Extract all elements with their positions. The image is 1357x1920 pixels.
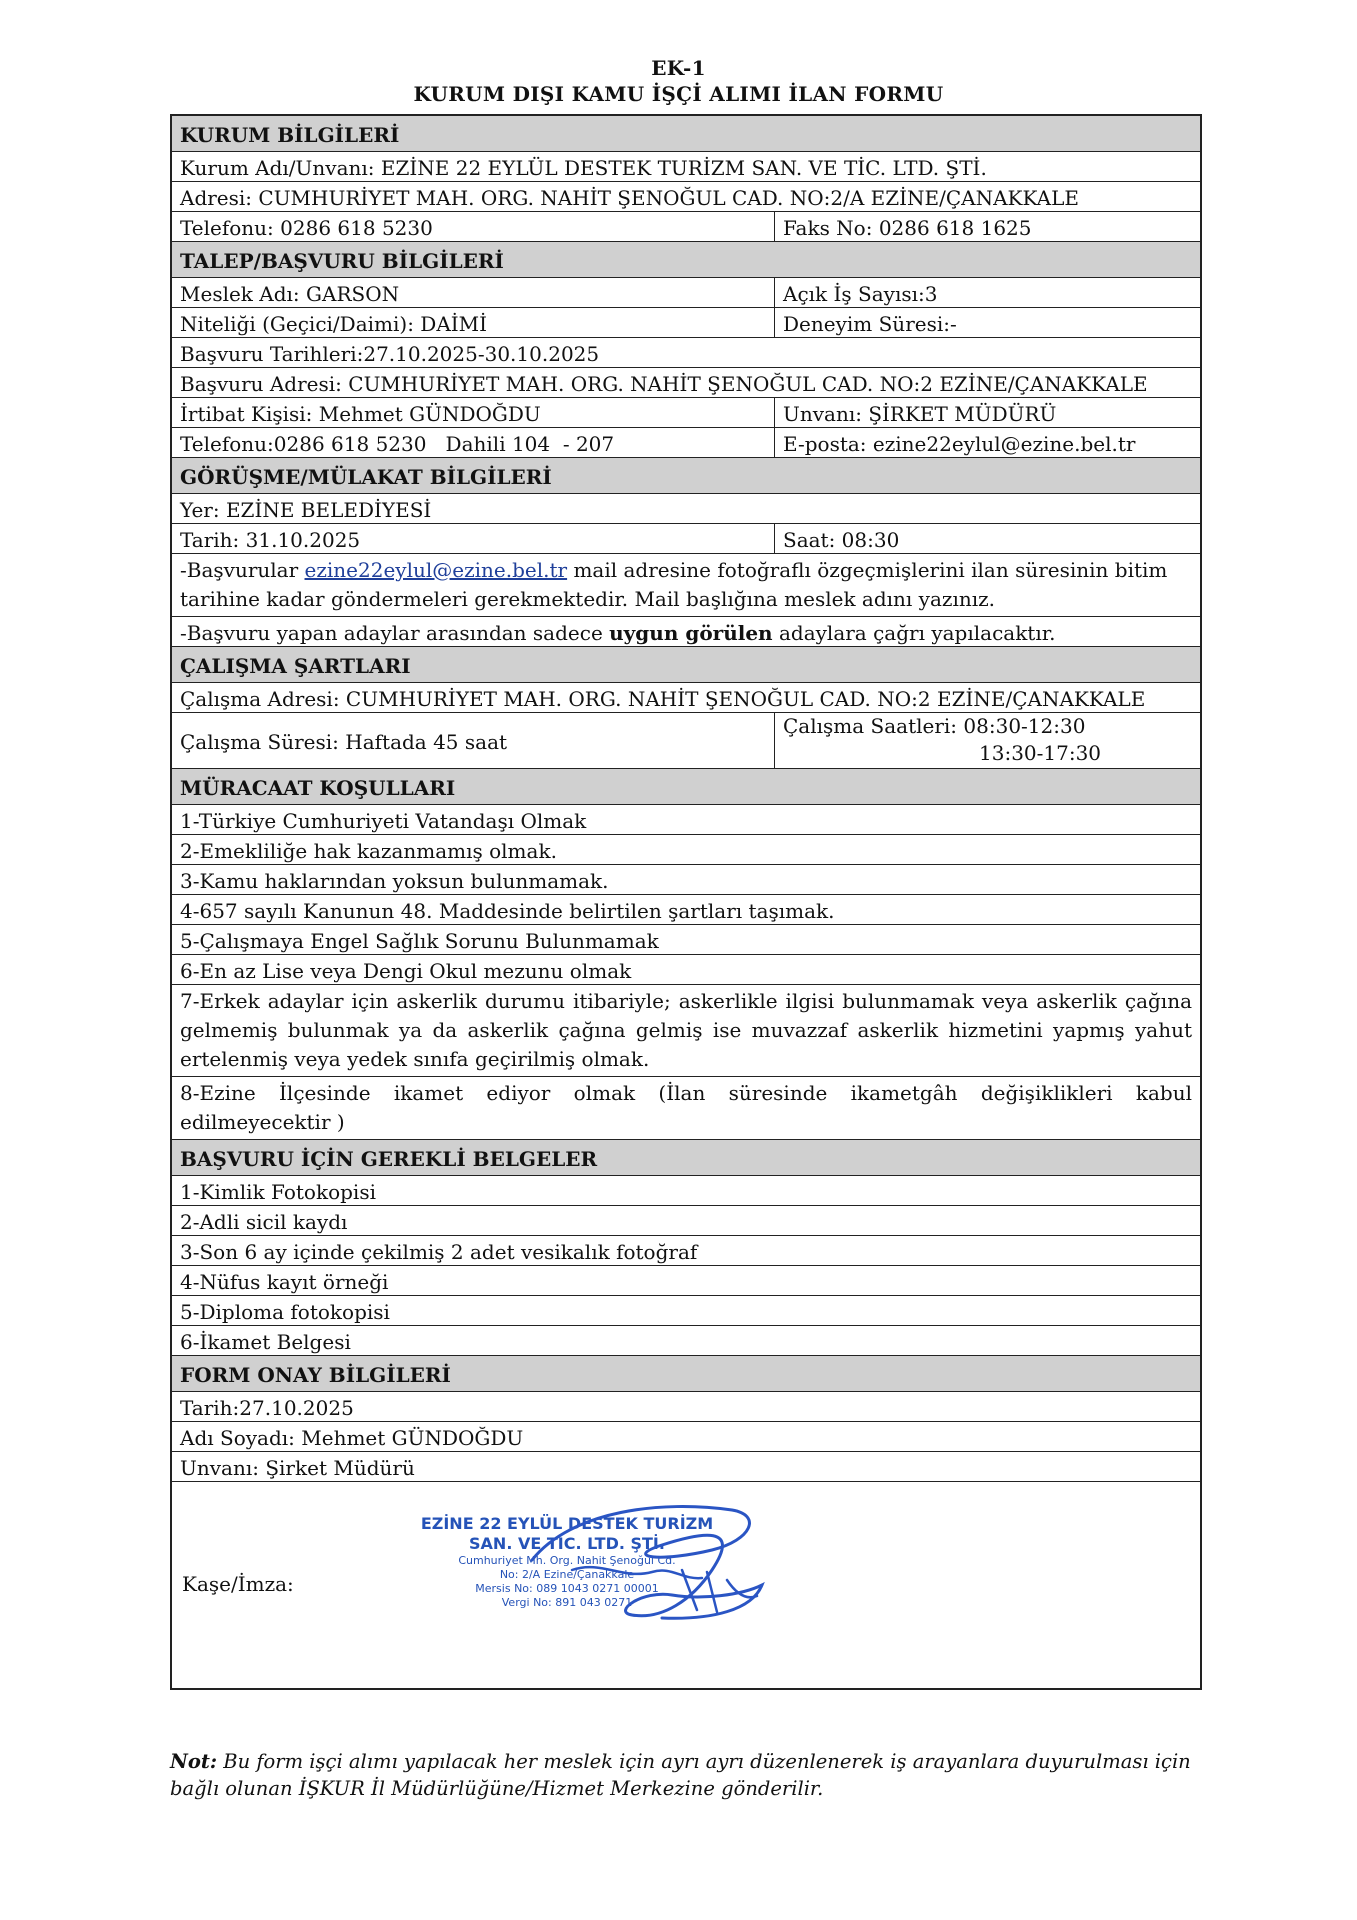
- section-title: FORM ONAY BİLGİLERİ: [180, 1363, 451, 1387]
- condition-row: [172, 985, 1200, 1077]
- condition-row: [172, 865, 1200, 895]
- document-row: [172, 1236, 1200, 1266]
- section-calisma: [172, 647, 1200, 683]
- talep-row-4: [172, 368, 1200, 398]
- document-row: [172, 1206, 1200, 1236]
- condition-item: 3-Kamu haklarından yoksun bulunmamak.: [180, 869, 609, 893]
- document-row: [172, 1266, 1200, 1296]
- signature-row: [172, 1482, 1200, 1688]
- kurum-phone: Telefonu: 0286 618 5230: [180, 216, 433, 240]
- stamp-line: SAN. VE TİC. LTD. ŞTİ.: [469, 1534, 665, 1553]
- document-item: 3-Son 6 ay içinde çekilmiş 2 adet vesikalık fotoğraf: [180, 1240, 698, 1264]
- condition-item: 8-Ezine İlçesinde ikamet ediyor olmak (İlan süresinde ikametgâh değişiklikleri kabul edilmeyecektir ): [180, 1081, 1192, 1134]
- section-muracaat: [172, 769, 1200, 805]
- interview-note-2: [172, 617, 1200, 646]
- section-title: TALEP/BAŞVURU BİLGİLERİ: [180, 249, 504, 273]
- approval-date-row: [172, 1392, 1200, 1422]
- section-belgeler: [172, 1140, 1200, 1176]
- contact-title: Unvanı: ŞİRKET MÜDÜRÜ: [774, 398, 1200, 427]
- interview-note-1-row: [172, 554, 1200, 617]
- application-dates: Başvuru Tarihleri:27.10.2025-30.10.2025: [180, 342, 600, 366]
- talep-row-5: [172, 398, 1200, 428]
- condition-item: 2-Emekliliğe hak kazanmamış olmak.: [180, 839, 557, 863]
- form-code: EK-1: [651, 56, 706, 80]
- stamp-line: Vergi No: 891 043 0271: [501, 1596, 633, 1609]
- open-positions: Açık İş Sayısı:3: [774, 278, 1200, 307]
- work-hours: [774, 713, 1200, 768]
- talep-row-1: [172, 278, 1200, 308]
- document-row: [172, 1176, 1200, 1206]
- note-text: Bu form işçi alımı yapılacak her meslek için ayrı ayrı düzenlenerek iş arayanlara duyurulması için bağlı olunan İŞKUR İl Müdürlüğüne/Hizmet Merkezine gönderilir.: [170, 1750, 1191, 1800]
- work-hours-2: 13:30-17:30: [979, 741, 1102, 765]
- condition-row: [172, 925, 1200, 955]
- interview-note-1: [172, 554, 1200, 616]
- section-kurum: [172, 116, 1200, 152]
- approval-date: Tarih:27.10.2025: [180, 1396, 354, 1420]
- interview-date-row: [172, 524, 1200, 554]
- condition-row: [172, 895, 1200, 925]
- interview-time: Saat: 08:30: [774, 524, 1200, 553]
- contact-phone: Telefonu:0286 618 5230 Dahili 104 - 207: [180, 432, 615, 456]
- document-item: 5-Diploma fotokopisi: [180, 1300, 390, 1324]
- condition-item: 4-657 sayılı Kanunun 48. Maddesinde belirtilen şartları taşımak.: [180, 899, 835, 923]
- work-address-row: [172, 683, 1200, 713]
- talep-row-3: [172, 338, 1200, 368]
- condition-item: 1-Türkiye Cumhuriyeti Vatandaşı Olmak: [180, 809, 587, 833]
- form-title: KURUM DIŞI KAMU İŞÇİ ALIMI İLAN FORMU: [413, 82, 944, 106]
- section-title: BAŞVURU İÇİN GEREKLİ BELGELER: [180, 1147, 598, 1171]
- note-emphasis: uygun görülen: [609, 621, 773, 645]
- kurum-fax: Faks No: 0286 618 1625: [774, 212, 1200, 241]
- approval-name: Adı Soyadı: Mehmet GÜNDOĞDU: [180, 1426, 524, 1450]
- experience: Deneyim Süresi:-: [774, 308, 1200, 337]
- approval-title-row: [172, 1452, 1200, 1482]
- work-duration: Çalışma Süresi: Haftada 45 saat: [180, 729, 508, 754]
- document-item: 1-Kimlik Fotokopisi: [180, 1180, 376, 1204]
- work-hours-1: Çalışma Saatleri: 08:30-12:30: [783, 714, 1086, 738]
- note-text: adaylara çağrı yapılacaktır.: [772, 621, 1056, 645]
- document-item: 4-Nüfus kayıt örneği: [180, 1270, 389, 1294]
- stamp-line: Mersis No: 089 1043 0271 00001: [475, 1582, 659, 1595]
- note-text: -Başvuru yapan adaylar arasından sadece: [180, 621, 610, 645]
- occupation: Meslek Adı: GARSON: [180, 282, 400, 306]
- interview-note-2-row: [172, 617, 1200, 647]
- condition-row: [172, 955, 1200, 985]
- handwritten-signature: [512, 1500, 772, 1650]
- section-gorusme: [172, 458, 1200, 494]
- section-talep: [172, 242, 1200, 278]
- condition-item: 5-Çalışmaya Engel Sağlık Sorunu Bulunmamak: [180, 929, 659, 953]
- kurum-phone-row: [172, 212, 1200, 242]
- interview-place: Yer: EZİNE BELEDİYESİ: [180, 498, 432, 522]
- stamp-line: No: 2/A Ezine/Çanakkale: [499, 1568, 635, 1581]
- document-row: [172, 1326, 1200, 1356]
- contact-email: E-posta: ezine22eylul@ezine.bel.tr: [774, 428, 1200, 457]
- condition-row: [172, 805, 1200, 835]
- kurum-name-row: [172, 152, 1200, 182]
- section-onay: [172, 1356, 1200, 1392]
- approval-title: Unvanı: Şirket Müdürü: [180, 1456, 415, 1480]
- document-item: 2-Adli sicil kaydı: [180, 1210, 348, 1234]
- condition-item: 6-En az Lise veya Dengi Okul mezunu olmak: [180, 959, 632, 983]
- section-title: GÖRÜŞME/MÜLAKAT BİLGİLERİ: [180, 465, 552, 489]
- note-text: -Başvurular: [180, 558, 305, 582]
- interview-place-row: [172, 494, 1200, 524]
- section-title: KURUM BİLGİLERİ: [180, 123, 400, 147]
- kurum-address-row: [172, 182, 1200, 212]
- condition-item: 7-Erkek adaylar için askerlik durumu itibariyle; askerlikle ilgisi bulunmamak veya askerlik çağına gelmemiş bulunmak ya da askerlik çağına gelmiş ise muvazzaf askerlik hizmetini yapmış yahut ertelenmiş veya yedek sınıfa geçirilmiş olmak.: [180, 989, 1192, 1071]
- section-title: ÇALIŞMA ŞARTLARI: [180, 654, 411, 678]
- condition-row: [172, 835, 1200, 865]
- kurum-address: Adresi: CUMHURİYET MAH. ORG. NAHİT ŞENOĞUL CAD. NO:2/A EZİNE/ÇANAKKALE: [180, 186, 1079, 210]
- section-title: MÜRACAAT KOŞULLARI: [180, 776, 456, 800]
- note-text: mail adresine fotoğraflı özgeçmişlerini ilan süresinin bitim tarihine kadar göndermeleri gerekmektedir. Mail başlığına meslek adını yazınız.: [180, 558, 1168, 611]
- contact-person: İrtibat Kişisi: Mehmet GÜNDOĞDU: [180, 402, 541, 426]
- approval-name-row: [172, 1422, 1200, 1452]
- interview-date: Tarih: 31.10.2025: [180, 528, 361, 552]
- stamp-signature-label: Kaşe/İmza:: [182, 1572, 294, 1596]
- note-label: Not:: [170, 1750, 218, 1773]
- stamp-line: EZİNE 22 EYLÜL DESTEK TURİZM: [420, 1514, 714, 1533]
- document-item: 6-İkamet Belgesi: [180, 1330, 351, 1354]
- talep-row-6: [172, 428, 1200, 458]
- email-link[interactable]: ezine22eylul@ezine.bel.tr: [304, 558, 568, 582]
- kurum-name: Kurum Adı/Unvanı: EZİNE 22 EYLÜL DESTEK TURİZM SAN. VE TİC. LTD. ŞTİ.: [180, 156, 987, 180]
- announcement-form: [170, 114, 1202, 1690]
- work-address: Çalışma Adresi: CUMHURİYET MAH. ORG. NAHİT ŞENOĞUL CAD. NO:2 EZİNE/ÇANAKKALE: [180, 687, 1146, 711]
- document-row: [172, 1296, 1200, 1326]
- condition-row: [172, 1077, 1200, 1140]
- work-hours-row: [172, 713, 1200, 769]
- stamp-line: Cumhuriyet Mh. Org. Nahit Şenoğul Cd.: [458, 1554, 676, 1567]
- application-address: Başvuru Adresi: CUMHURİYET MAH. ORG. NAHİT ŞENOĞUL CAD. NO:2 EZİNE/ÇANAKKALE: [180, 372, 1148, 396]
- footer-note: [170, 1748, 1202, 1802]
- job-type: Niteliği (Geçici/Daimi): DAİMİ: [180, 312, 488, 336]
- talep-row-2: [172, 308, 1200, 338]
